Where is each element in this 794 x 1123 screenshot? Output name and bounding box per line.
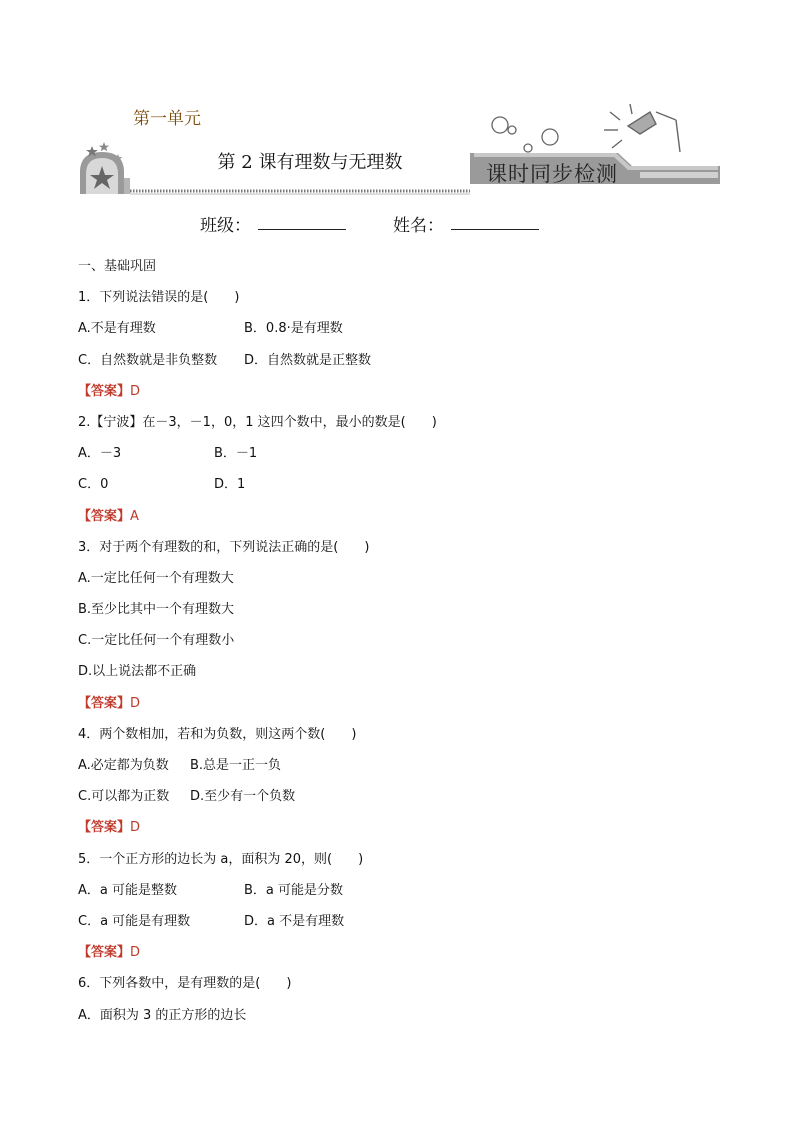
option-row [78,600,738,631]
answer-label: 【答案】 [78,508,131,524]
question-stem: 5．一个正方形的边长为 a，面积为 20，则( ) [78,851,364,867]
answer-line [78,943,738,974]
option-text: A．面积为 3 的正方形的边长 [78,1007,247,1023]
section-title: 一、基础巩固 [78,259,157,274]
bubbles-icon [492,117,558,152]
desk-lamp-icon [604,104,680,152]
answer-line [78,818,738,849]
option-text: C．a 可能是有理数 [78,913,191,929]
option-text: C.可以都为正数 [78,789,170,805]
class-label: 班级： [200,216,251,236]
option-row [78,444,738,475]
answer-label: 【答案】 [78,820,131,836]
option-text: C.一定比任何一个有理数小 [78,633,235,649]
option-text: A.必定都为负数 [78,758,169,773]
option-row [78,912,738,943]
option-text: A．－3 [78,446,122,462]
option-row [78,756,738,787]
question-stem: 1．下列说法错误的是( ) [78,290,240,306]
answer-value: D [130,695,141,711]
option-text: A.不是有理数 [78,321,156,337]
banner-title: 课时同步检测 [486,162,618,186]
option-text: A．a 可能是整数 [78,882,177,898]
option-text: D．自然数就是正整数 [244,352,372,368]
option-row [78,662,738,693]
answer-value: A [130,508,139,524]
option-text: B．－1 [214,446,258,462]
answer-line [78,382,738,413]
answer-value: D [130,383,141,399]
lesson-title: 第 2 课有理数与无理数 [217,152,403,173]
option-text: D.以上说法都不正确 [78,664,197,680]
option-text: B．a 可能是分数 [244,882,344,898]
option-text: D．a 不是有理数 [244,913,345,929]
option-text: B．0.8·是有理数 [244,321,343,337]
option-row [78,569,738,600]
unit-label: 第一单元 [133,109,201,129]
option-row [78,351,738,382]
option-text: C．自然数就是非负整数 [78,352,218,368]
option-text: A.一定比任何一个有理数大 [78,570,234,586]
name-label: 姓名： [393,216,444,236]
answer-line [78,694,738,725]
answer-value: D [130,945,141,961]
question-stem: 4．两个数相加，若和为负数，则这两个数( ) [78,726,357,742]
question-stem: 2.【宁波】在－3，－1，0，1 这四个数中，最小的数是( ) [78,414,437,430]
option-text: C．0 [78,477,109,493]
option-row [78,319,738,350]
answer-label: 【答案】 [78,695,131,711]
option-row [78,881,738,912]
option-row [78,631,738,662]
option-text: D．1 [214,477,246,493]
option-text: D.至少有一个负数 [190,789,296,805]
answer-line [78,507,738,538]
option-row [78,787,738,818]
option-row [78,475,738,506]
option-text: B.总是一正一负 [190,758,282,773]
class-blank-line[interactable] [258,229,346,230]
option-text: B.至少比其中一个有理数大 [78,602,235,618]
question-stem: 6．下列各数中，是有理数的是( ) [78,976,292,992]
answer-label: 【答案】 [78,945,131,961]
answer-value: D [130,820,141,836]
option-row [78,1006,738,1037]
name-blank-line[interactable] [451,229,539,230]
answer-label: 【答案】 [78,383,131,399]
question-list [78,257,738,1037]
question-stem: 3．对于两个有理数的和，下列说法正确的是( ) [78,539,370,555]
